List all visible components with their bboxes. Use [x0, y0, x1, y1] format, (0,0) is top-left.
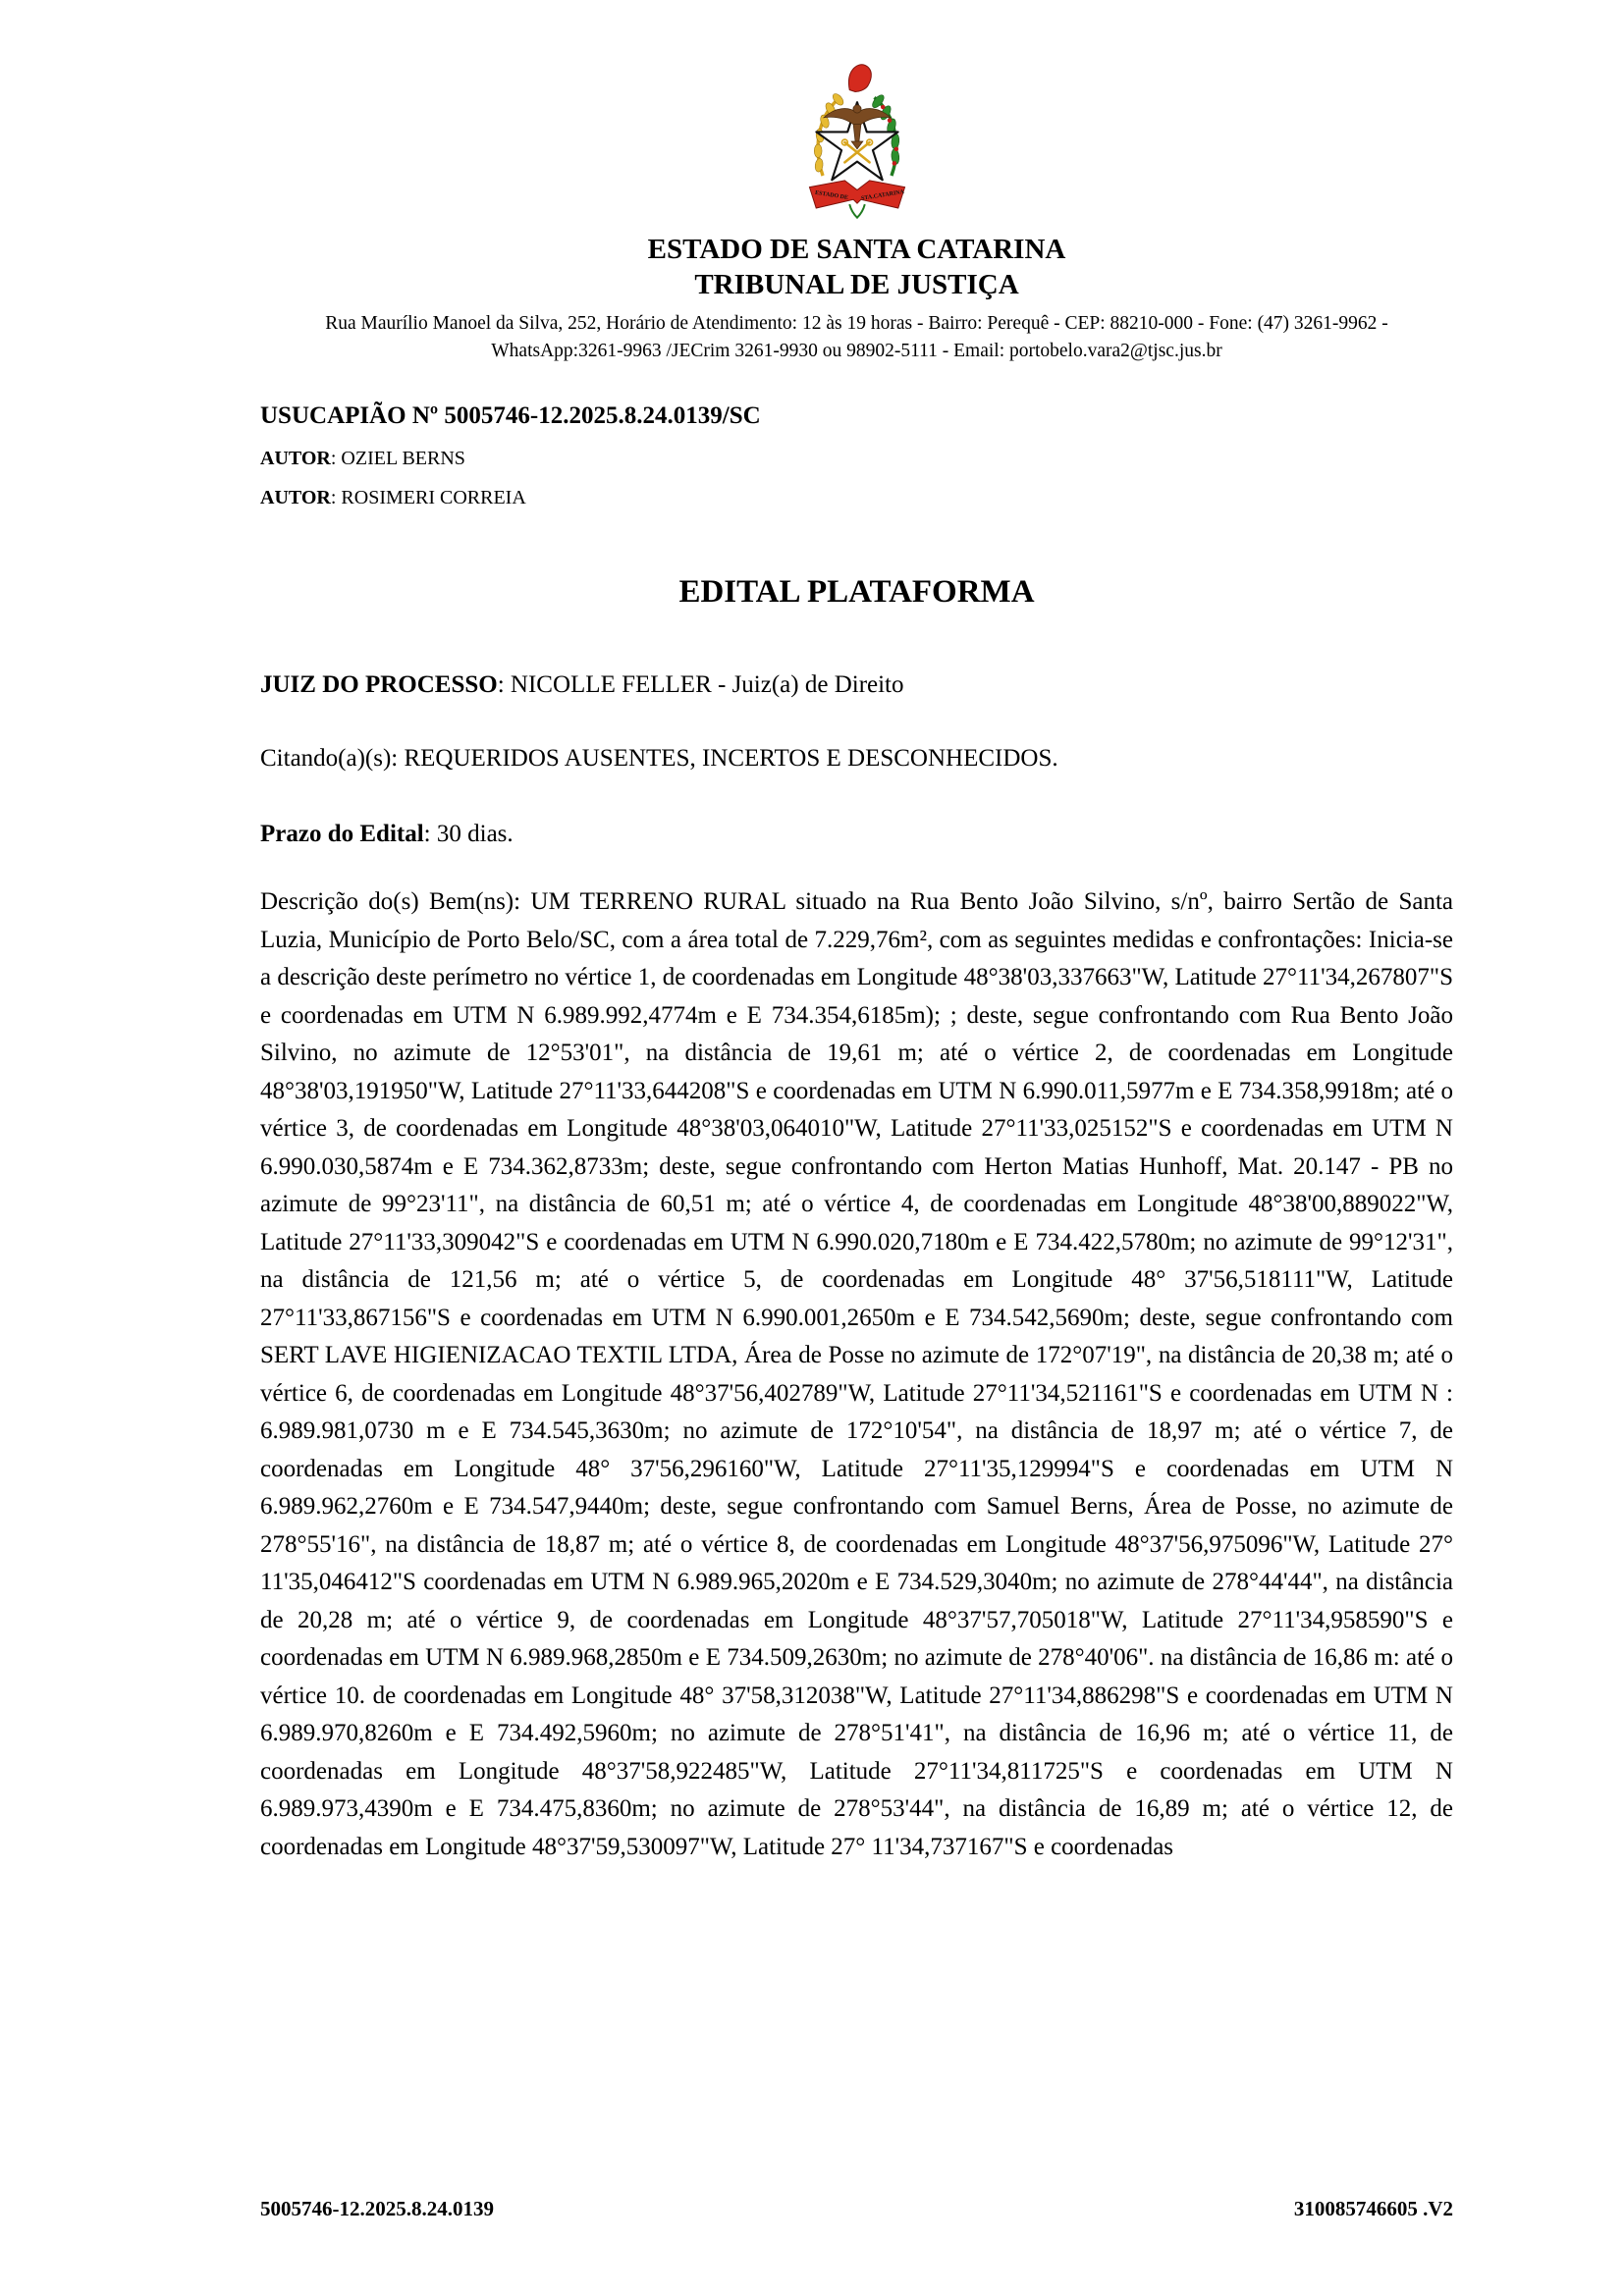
party-author-1 — [260, 446, 1453, 471]
header-address: Rua Maurílio Manoel da Silva, 252, Horário de Atendimento: 12 às 19 horas - Bairro: Perequê - CEP: 88210-000 - Fone: (47) 3261-9962 - WhatsApp:3261-9963 /JECrim 3261-9930 ou 98902-5111 - Email: portobelo.vara2@tjsc.jus.br — [325, 313, 1388, 361]
prazo-line — [260, 819, 1453, 850]
citando-line: Citando(a)(s): REQUERIDOS AUSENTES, INCERTOS E DESCONHECIDOS. — [260, 745, 1058, 772]
prazo-value: : 30 dias. — [423, 821, 514, 847]
edital-title: EDITAL PLATAFORMA — [678, 574, 1035, 610]
party-label: AUTOR — [260, 448, 331, 469]
property-description: Descrição do(s) Bem(ns): UM TERRENO RURAL situado na Rua Bento João Silvino, s/nº, bairro Sertão de Santa Luzia, Município de Porto Belo/SC, com a área total de 7.229,76m², com as seguintes medidas e confrontações: Inicia-se a descrição deste perímetro no vértice 1, de coordenadas em Longitude 48°38'03,337663"W, Latitude 27°11'34,267807"S e coordenadas em UTM N 6.989.992,4774m e E 734.354,6185m); ; deste, segue confrontando com Rua Bento João Silvino, no azimute de 12°53'01", na distância de 19,61 m; até o vértice 2, de coordenadas em Longitude 48°38'03,191950"W, Latitude 27°11'33,644208"S e coordenadas em UTM N 6.990.011,5977m e E 734.358,9918m; até o vértice 3, de coordenadas em Longitude 48°38'03,064010"W, Latitude 27°11'33,025152"S e coordenadas em UTM N 6.990.030,5874m e E 734.362,8733m; deste, segue confrontando com Herton Matias Hunhoff, Mat. 20.147 - PB no azimute de 99°23'11", na distância de 60,51 m; até o vértice 4, de coordenadas em Longitude 48°38'00,889022"W, Latitude 27°11'33,309042"S e coordenadas em UTM N 6.990.020,7180m e E 734.422,5780m; no azimute de 99°12'31", na distância de 121,56 m; até o vértice 5, de coordenadas em Longitude 48° 37'56,518111"W, Latitude 27°11'33,867156"S e coordenadas em UTM N 6.990.001,2650m e E 734.542,5690m; deste, segue confrontando com SERT LAVE HIGIENIZACAO TEXTIL LTDA, Área de Posse no azimute de 172°07'19", na distância de 20,38 m; até o vértice 6, de coordenadas em Longitude 48°37'56,402789"W, Latitude 27°11'34,521161"S e coordenadas em UTM N : 6.989.981,0730 m e E 734.545,3630m; no azimute de 172°10'54", na distância de 18,97 m; até o vértice 7, de coordenadas em Longitude 48° 37'56,296160"W, Latitude 27°11'35,129994"S e coordenadas em UTM N 6.989.962,2760m e E 734.547,9440m; deste, segue confrontando com Samuel Berns, Área de Posse, no azimute de 278°55'16", na distância de 18,87 m; até o vértice 8, de coordenadas em Longitude 48°37'56,975096"W, Latitude 27° 11'35,046412"S coordenadas em UTM N 6.989.965,2020m e E 734.529,3040m; no azimute de 278°44'44", na distância de 20,28 m; até o vértice 9, de coordenadas em Longitude 48°37'57,705018"W, Latitude 27°11'34,958590"S e coordenadas em UTM N 6.989.968,2850m e E 734.509,2630m; no azimute de 278°40'06". na distância de 16,86 m: até o vértice 10. de coordenadas em Longitude 48° 37'58,312038"W, Latitude 27°11'34,886298"S e coordenadas em UTM N 6.989.970,8260m e E 734.492,5960m; no azimute de 278°51'41", na distância de 16,96 m; até o vértice 11, de coordenadas em Longitude 48°37'58,922485"W, Latitude 27°11'34,811725"S e coordenadas em UTM N 6.989.973,4390m e E 734.475,8360m; no azimute de 278°53'44", na distância de 16,89 m; até o vértice 12, de coordenadas em Longitude 48°37'59,530097"W, Latitude 27° 11'34,737167"S e coordenadas — [260, 888, 1453, 1860]
page-footer — [260, 2196, 1453, 2221]
judge-value: : NICOLLE FELLER - Juiz(a) de Direito — [497, 671, 904, 698]
party-label: AUTOR — [260, 487, 331, 508]
case-title: USUCAPIÃO Nº 5005746-12.2025.8.24.0139/SC — [260, 402, 761, 429]
document-content — [260, 61, 1453, 1866]
footer-document-id: 310085746605 .V2 — [1293, 2197, 1453, 2220]
emblem-ribbon-left-text: ESTADO DE — [814, 189, 848, 202]
footer-case-number: 5005746-12.2025.8.24.0139 — [260, 2197, 494, 2220]
coat-of-arms-santa-catarina-icon — [790, 61, 924, 224]
header-court-title: TRIBUNAL DE JUSTIÇA — [694, 269, 1019, 300]
party-author-2 — [260, 485, 1453, 510]
prazo-label: Prazo do Edital — [260, 821, 424, 847]
judge-line — [260, 669, 1453, 701]
header-state-title: ESTADO DE SANTA CATARINA — [647, 234, 1066, 265]
party-value: : ROSIMERI CORREIA — [330, 487, 526, 508]
emblem-ribbon-right-text: STA.CATARINA — [860, 188, 904, 202]
judge-label: JUIZ DO PROCESSO — [260, 671, 498, 698]
party-value: : OZIEL BERNS — [330, 448, 465, 469]
